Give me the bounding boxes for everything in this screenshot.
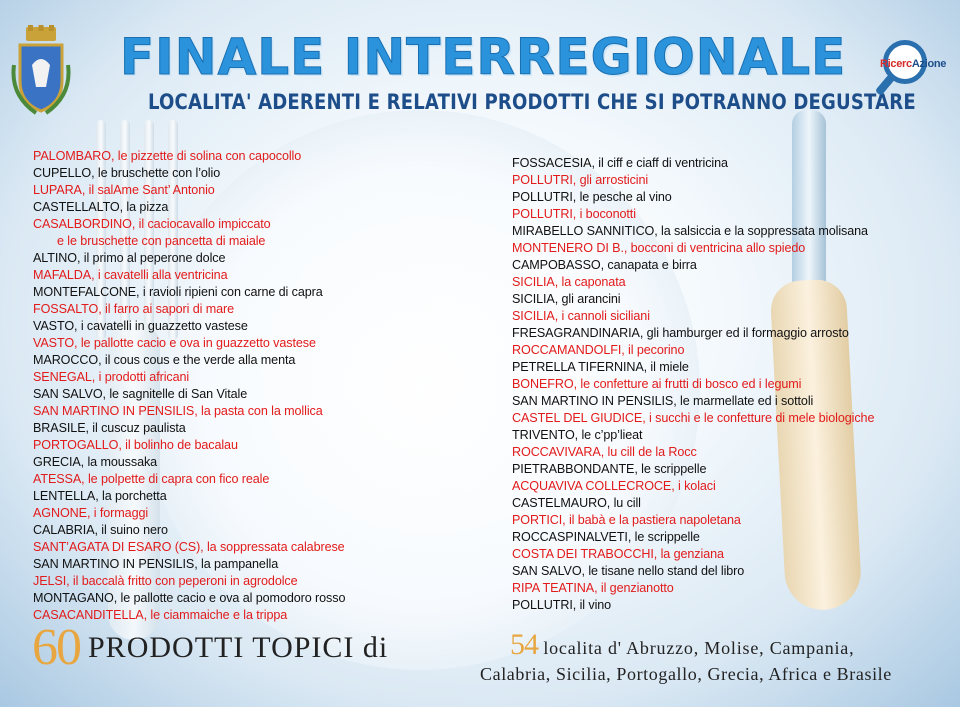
localities-line2: Calabria, Sicilia, Portogallo, Grecia, Africa e Brasile (480, 664, 892, 684)
localities-line1: localita d' Abruzzo, Molise, Campania, (543, 638, 855, 658)
product-item: ROCCAMANDOLFI, il pecorino (512, 343, 685, 357)
products-number: 60 (32, 619, 80, 676)
product-item: FOSSALTO, il farro ai sapori di mare (33, 302, 234, 316)
product-item: CASTELMAURO, lu cill (512, 496, 641, 510)
product-item: SICILIA, gli arancini (512, 292, 621, 306)
product-item: FOSSACESIA, il ciff e ciaff di ventricina (512, 156, 728, 170)
product-item: BONEFRO, le confetture ai frutti di bosco ed i legumi (512, 377, 802, 391)
logo-text-part1: Ricerc (880, 58, 912, 70)
footer-localities (480, 628, 892, 685)
product-item: CASTELLALTO, la pizza (33, 200, 169, 214)
product-item: POLLUTRI, il vino (512, 598, 612, 612)
product-item: PALOMBARO, le pizzette di solina con capocollo (33, 149, 302, 163)
product-item: MAFALDA, i cavatelli alla ventricina (33, 268, 228, 282)
product-item: COSTA DEI TRABOCCHI, la genziana (512, 547, 724, 561)
product-item: e le bruschette con pancetta di maiale (57, 234, 266, 248)
product-item: LUPARA, il salAme Sant’ Antonio (33, 183, 215, 197)
product-item: CASACANDITELLA, le ciammaiche e la trippa (33, 608, 288, 622)
product-item: TRIVENTO, le c’pp’lieat (512, 428, 643, 442)
product-item: ROCCASPINALVETI, le scrippelle (512, 530, 700, 544)
product-item: SENEGAL, i prodotti africani (33, 370, 190, 384)
product-item: BRASILE, il cuscuz paulista (33, 421, 186, 435)
localities-number: 54 (510, 628, 538, 661)
product-item: SAN MARTINO IN PENSILIS, la pasta con la mollica (33, 404, 323, 418)
product-item: PORTOGALLO, il bolinho de bacalau (33, 438, 238, 452)
product-item: POLLUTRI, le pesche al vino (512, 190, 672, 204)
left-products-list (33, 148, 345, 624)
product-item: MONTEFALCONE, i ravioli ripieni con carne di capra (33, 285, 323, 299)
product-item: AGNONE, i formaggi (33, 506, 149, 520)
product-item: MAROCCO, il cous cous e the verde alla menta (33, 353, 296, 367)
product-item: SICILIA, i cannoli siciliani (512, 309, 650, 323)
product-item: ROCCAVIVARA, lu cill de la Rocc (512, 445, 697, 459)
product-item: ATESSA, le polpette di capra con fico reale (33, 472, 270, 486)
product-item: MONTAGANO, le pallotte cacio e ova al pomodoro rosso (33, 591, 346, 605)
product-item: SANT’AGATA DI ESARO (CS), la soppressata calabrese (33, 540, 345, 554)
product-item: SAN MARTINO IN PENSILIS, la pampanella (33, 557, 279, 571)
products-label: PRODOTTI TOPICI di (88, 630, 389, 664)
product-item: POLLUTRI, gli arrosticini (512, 173, 649, 187)
logo-text-part2: Azione (911, 58, 947, 70)
product-item: CASTEL DEL GIUDICE, i succhi e le confetture di mele biologiche (512, 411, 875, 425)
ricercazione-logo (875, 38, 945, 98)
page-title: FINALE INTERREGIONALE (120, 28, 847, 86)
product-item: GRECIA, la moussaka (33, 455, 158, 469)
page-subtitle: LOCALITA' ADERENTI E RELATIVI PRODOTTI CHE SI POTRANNO DEGUSTARE (148, 90, 916, 114)
product-item: POLLUTRI, i boconotti (512, 207, 636, 221)
product-item: LENTELLA, la porchetta (33, 489, 167, 503)
product-item: PETRELLA TIFERNINA, il miele (512, 360, 689, 374)
product-item: CASALBORDINO, il caciocavallo impiccato (33, 217, 271, 231)
product-item: ALTINO, il primo al peperone dolce (33, 251, 226, 265)
product-item: ACQUAVIVA COLLECROCE, i kolaci (512, 479, 716, 493)
product-item: PORTICI, il babà e la pastiera napoletana (512, 513, 741, 527)
footer-products-count (32, 618, 388, 677)
coat-of-arms-icon (10, 25, 72, 117)
product-item: MIRABELLO SANNITICO, la salsiccia e la soppressata molisana (512, 224, 868, 238)
product-item: MONTENERO DI B., bocconi di ventricina allo spiedo (512, 241, 806, 255)
product-item: VASTO, i cavatelli in guazzetto vastese (33, 319, 248, 333)
product-item: SICILIA, la caponata (512, 275, 626, 289)
product-item: FRESAGRANDINARIA, gli hamburger ed il formaggio arrosto (512, 326, 849, 340)
product-item: CUPELLO, le bruschette con l’olio (33, 166, 221, 180)
product-item: SAN SALVO, le sagnitelle di San Vitale (33, 387, 248, 401)
product-item: PIETRABBONDANTE, le scrippelle (512, 462, 707, 476)
product-item: SAN MARTINO IN PENSILIS, le marmellate ed i sottoli (512, 394, 814, 408)
product-item: VASTO, le pallotte cacio e ova in guazzetto vastese (33, 336, 316, 350)
product-item: SAN SALVO, le tisane nello stand del libro (512, 564, 745, 578)
right-products-list (512, 155, 874, 614)
product-item: JELSI, il baccalà fritto con peperoni in agrodolce (33, 574, 298, 588)
product-item: CALABRIA, il suino nero (33, 523, 168, 537)
product-item: CAMPOBASSO, canapata e birra (512, 258, 697, 272)
product-item: RIPA TEATINA, il genzianotto (512, 581, 674, 595)
